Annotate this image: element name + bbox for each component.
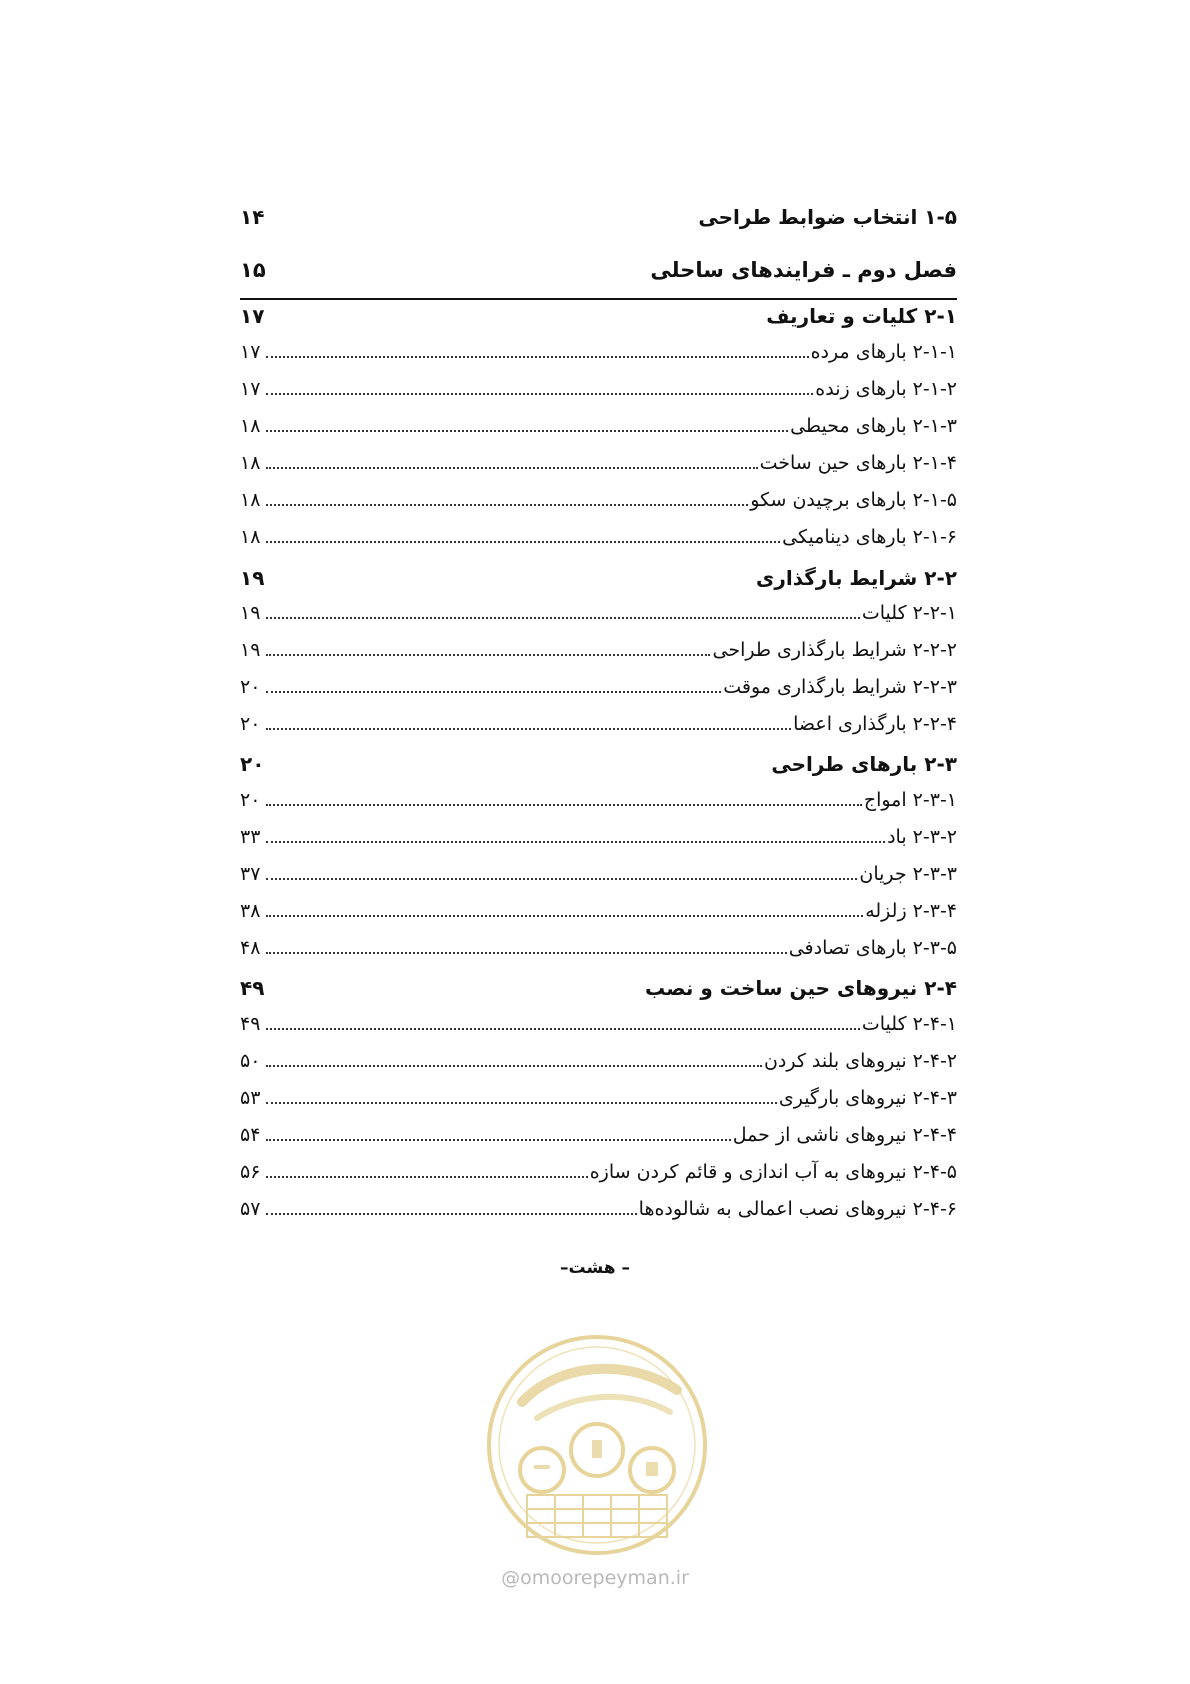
toc-item-title: ۲-۳-۱ امواج <box>863 789 957 811</box>
dot-leader <box>266 1064 762 1067</box>
toc-item-title: ۲-۴-۴ نیروهای ناشی از حمل <box>732 1124 957 1146</box>
toc-item-page: ۱۷ <box>240 341 261 363</box>
toc-section-page: ۲۰ <box>240 752 265 776</box>
watermark-logo <box>482 1330 712 1560</box>
toc-item[interactable] <box>240 1198 957 1221</box>
toc-item-page: ۱۸ <box>240 452 261 474</box>
dot-leader <box>266 429 788 432</box>
dot-leader <box>266 727 791 730</box>
dot-leader <box>266 1027 860 1030</box>
toc-item[interactable] <box>240 639 957 662</box>
toc-item-page: ۱۹ <box>240 602 261 624</box>
toc-item[interactable] <box>240 713 957 736</box>
toc-item-title: ۲-۱-۱ بارهای مرده <box>810 341 957 363</box>
toc-item-title: ۲-۱-۴ بارهای حین ساخت <box>759 452 957 474</box>
toc-item-title: ۲-۳-۳ جریان <box>859 863 957 885</box>
chapter-heading[interactable] <box>240 258 957 282</box>
toc-item[interactable] <box>240 863 957 886</box>
toc-item-page: ۲۰ <box>240 713 261 735</box>
toc-section[interactable] <box>240 976 957 1000</box>
toc-item[interactable] <box>240 341 957 364</box>
dot-leader <box>266 355 809 358</box>
dot-leader <box>266 690 721 693</box>
toc-item-title: ۲-۲-۱ کلیات <box>861 602 957 624</box>
toc-item-title: ۲-۱-۲ بارهای زنده <box>815 378 957 400</box>
toc-item-page: ۴۸ <box>240 937 261 959</box>
toc-item-title: ۲-۴-۱ کلیات <box>861 1013 957 1035</box>
toc-item-page: ۱۸ <box>240 489 261 511</box>
toc-item-page: ۱۸ <box>240 526 261 548</box>
toc-item-page: ۵۳ <box>240 1087 261 1109</box>
toc-item[interactable] <box>240 602 957 625</box>
toc-section-title: ۲-۴ نیروهای حین ساخت و نصب <box>645 976 957 1000</box>
toc-item-title: ۲-۴-۳ نیروهای بارگیری <box>778 1087 957 1109</box>
toc-item-title: ۲-۳-۲ باد <box>887 826 957 848</box>
toc-item-page: ۴۹ <box>240 1013 261 1035</box>
toc-item-page: ۵۴ <box>240 1124 261 1146</box>
page-number-footer: – هشت– <box>559 1258 630 1278</box>
toc-item[interactable] <box>240 489 957 512</box>
toc-item[interactable] <box>240 452 957 475</box>
toc-entry[interactable] <box>240 205 957 229</box>
toc-section[interactable] <box>240 304 957 328</box>
toc-item-title: ۲-۱-۶ بارهای دینامیکی <box>782 526 957 548</box>
toc-section[interactable] <box>240 752 957 776</box>
dot-leader <box>266 466 758 469</box>
toc-item-title: ۲-۴-۶ نیروهای نصب اعمالی به شالوده‌ها <box>638 1198 957 1220</box>
toc-section-title: ۲-۱ کلیات و تعاریف <box>766 304 957 328</box>
dot-leader <box>266 540 780 543</box>
toc-item-page: ۲۰ <box>240 789 261 811</box>
toc-section-page: ۱۷ <box>240 304 265 328</box>
toc-item[interactable] <box>240 1161 957 1184</box>
toc-item-page: ۲۰ <box>240 676 261 698</box>
toc-item-title: ۲-۲-۳ شرایط بارگذاری موقت <box>723 676 957 698</box>
toc-item-page: ۵۷ <box>240 1198 261 1220</box>
chapter-title: فصل دوم ـ فرایندهای ساحلی <box>650 258 957 282</box>
dot-leader <box>266 803 862 806</box>
dot-leader <box>266 1138 731 1141</box>
toc-item[interactable] <box>240 378 957 401</box>
dot-leader <box>266 616 860 619</box>
dot-leader <box>266 1212 637 1215</box>
toc-section-title: ۲-۲ شرایط بارگذاری <box>756 566 957 590</box>
toc-item-page: ۵۶ <box>240 1161 261 1183</box>
toc-item-page: ۵۰ <box>240 1050 261 1072</box>
toc-item-page: ۱۸ <box>240 415 261 437</box>
toc-entry-page: ۱۴ <box>240 205 265 229</box>
toc-item-title: ۲-۳-۴ زلزله <box>865 900 957 922</box>
toc-item[interactable] <box>240 1013 957 1036</box>
dot-leader <box>266 503 748 506</box>
toc-item-page: ۳۳ <box>240 826 261 848</box>
toc-section-title: ۲-۳ بارهای طراحی <box>771 752 957 776</box>
dot-leader <box>266 951 787 954</box>
toc-item-title: ۲-۴-۲ نیروهای بلند کردن <box>763 1050 957 1072</box>
chapter-underline <box>240 298 957 300</box>
toc-item[interactable] <box>240 937 957 960</box>
toc-item-page: ۳۸ <box>240 900 261 922</box>
dot-leader <box>266 877 857 880</box>
toc-item[interactable] <box>240 1050 957 1073</box>
toc-item-page: ۱۷ <box>240 378 261 400</box>
toc-item-page: ۳۷ <box>240 863 261 885</box>
toc-item-title: ۲-۱-۳ بارهای محیطی <box>790 415 957 437</box>
chapter-page: ۱۵ <box>240 258 266 282</box>
dot-leader <box>266 392 813 395</box>
dot-leader <box>266 1101 777 1104</box>
toc-item-title: ۲-۱-۵ بارهای برچیدن سکو <box>750 489 957 511</box>
toc-item-title: ۲-۲-۴ بارگذاری اعضا <box>793 713 957 735</box>
toc-item[interactable] <box>240 415 957 438</box>
toc-item[interactable] <box>240 1087 957 1110</box>
toc-item-title: ۲-۴-۵ نیروهای به آب اندازی و قائم کردن سازه <box>589 1161 957 1183</box>
toc-item[interactable] <box>240 526 957 549</box>
dot-leader <box>266 653 710 656</box>
toc-item[interactable] <box>240 1124 957 1147</box>
toc-section-page: ۴۹ <box>240 976 265 1000</box>
toc-entry-title: ۱-۵ انتخاب ضوابط طراحی <box>698 205 957 229</box>
toc-item[interactable] <box>240 789 957 812</box>
toc-item[interactable] <box>240 826 957 849</box>
toc-section[interactable] <box>240 566 957 590</box>
toc-item[interactable] <box>240 900 957 923</box>
toc-item-title: ۲-۲-۲ شرایط بارگذاری طراحی <box>712 639 957 661</box>
dot-leader <box>266 914 863 917</box>
dot-leader <box>266 840 885 843</box>
toc-item-title: ۲-۳-۵ بارهای تصادفی <box>788 937 957 959</box>
dot-leader <box>266 1175 588 1178</box>
watermark-url: @omoorepeyman.ir <box>501 1567 689 1589</box>
toc-section-page: ۱۹ <box>240 566 265 590</box>
toc-item-page: ۱۹ <box>240 639 261 661</box>
toc-item[interactable] <box>240 676 957 699</box>
